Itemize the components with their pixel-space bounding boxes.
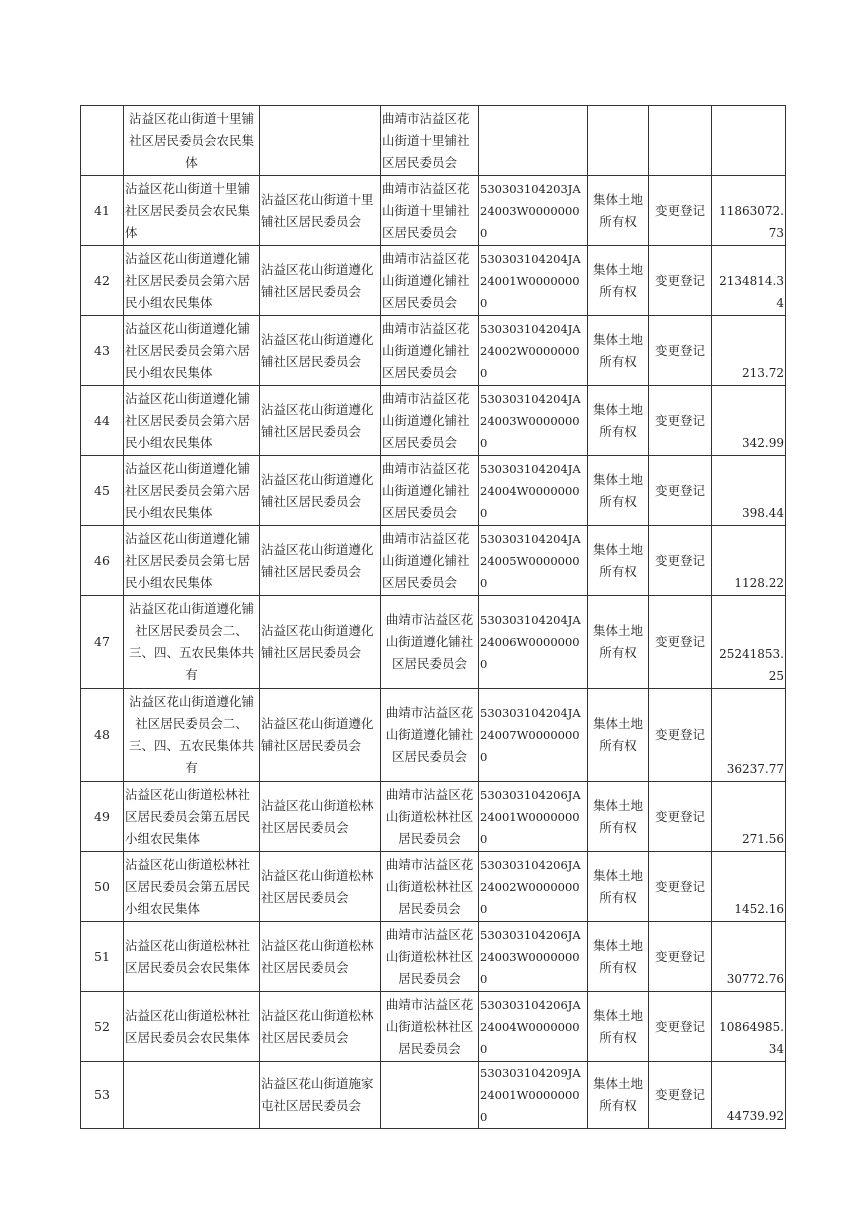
- owner-cell: 沾益区花山街道遵化铺社区居民委员会第六居民小组农民集体: [124, 456, 260, 526]
- registrar-cell: 曲靖市沾益区花山街道遵化铺社区居民委员会: [381, 386, 479, 456]
- area-cell: 30772.76: [712, 922, 786, 992]
- row-number: 44: [81, 386, 124, 456]
- row-number: 45: [81, 456, 124, 526]
- row-number: 41: [81, 176, 124, 246]
- registrar-cell: [381, 1062, 479, 1129]
- parcel-code-cell: 530303104209JA24001W00000000: [479, 1062, 588, 1129]
- parcel-code-cell: 530303104206JA24003W00000000: [479, 922, 588, 992]
- owner-cell: 沾益区花山街道遵化铺社区居民委员会第六居民小组农民集体: [124, 386, 260, 456]
- registration-type-cell: 变更登记: [649, 316, 712, 386]
- row-number: 42: [81, 246, 124, 316]
- owner-cell: 沾益区花山街道遵化铺社区居民委员会第六居民小组农民集体: [124, 246, 260, 316]
- table-row: [81, 246, 786, 316]
- parcel-code-cell: 530303104204JA24007W00000000: [479, 689, 588, 782]
- area-cell: 36237.77: [712, 689, 786, 782]
- right-type-cell: 集体土地所有权: [588, 1062, 649, 1129]
- agency-cell: 沾益区花山街道松林社区居民委员会: [260, 922, 381, 992]
- owner-cell: 沾益区花山街道遵化铺社区居民委员会第六居民小组农民集体: [124, 316, 260, 386]
- owner-cell: 沾益区花山街道松林社区居民委员会第五居民小组农民集体: [124, 852, 260, 922]
- area-cell: 44739.92: [712, 1062, 786, 1129]
- registration-type-cell: [649, 106, 712, 176]
- table-row: [81, 106, 786, 176]
- registration-type-cell: 变更登记: [649, 386, 712, 456]
- registration-type-cell: 变更登记: [649, 246, 712, 316]
- row-number: 46: [81, 526, 124, 596]
- parcel-code-cell: 530303104204JA24006W00000000: [479, 596, 588, 689]
- registrar-cell: 曲靖市沾益区花山街道遵化铺社区居民委员会: [381, 526, 479, 596]
- right-type-cell: 集体土地所有权: [588, 246, 649, 316]
- agency-cell: 沾益区花山街道松林社区居民委员会: [260, 782, 381, 852]
- table-row: [81, 1062, 786, 1129]
- table-row: [81, 176, 786, 246]
- table-row: [81, 922, 786, 992]
- table-row: [81, 526, 786, 596]
- table-row: [81, 596, 786, 689]
- table-row: [81, 386, 786, 456]
- registration-type-cell: 变更登记: [649, 852, 712, 922]
- area-cell: 398.44: [712, 456, 786, 526]
- area-cell: 25241853.25: [712, 596, 786, 689]
- owner-cell: 沾益区花山街道遵化铺社区居民委员会第七居民小组农民集体: [124, 526, 260, 596]
- row-number: 43: [81, 316, 124, 386]
- row-number: 51: [81, 922, 124, 992]
- parcel-code-cell: 530303104204JA24002W00000000: [479, 316, 588, 386]
- right-type-cell: 集体土地所有权: [588, 526, 649, 596]
- row-number: 53: [81, 1062, 124, 1129]
- right-type-cell: 集体土地所有权: [588, 176, 649, 246]
- registrar-cell: 曲靖市沾益区花山街道遵化铺社区居民委员会: [381, 456, 479, 526]
- parcel-code-cell: 530303104206JA24001W00000000: [479, 782, 588, 852]
- registration-type-cell: 变更登记: [649, 922, 712, 992]
- agency-cell: 沾益区花山街道遵化铺社区居民委员会: [260, 456, 381, 526]
- parcel-code-cell: 530303104206JA24004W00000000: [479, 992, 588, 1062]
- table-row: [81, 992, 786, 1062]
- agency-cell: 沾益区花山街道遵化铺社区居民委员会: [260, 526, 381, 596]
- registration-type-cell: 变更登记: [649, 596, 712, 689]
- area-cell: 342.99: [712, 386, 786, 456]
- area-cell: 271.56: [712, 782, 786, 852]
- registrar-cell: 曲靖市沾益区花山街道十里铺社区居民委员会: [381, 106, 479, 176]
- registrar-cell: 曲靖市沾益区花山街道遵化铺社区居民委员会: [381, 689, 479, 782]
- registration-type-cell: 变更登记: [649, 689, 712, 782]
- owner-cell: 沾益区花山街道遵化铺社区居民委员会二、三、四、五农民集体共有: [124, 689, 260, 782]
- right-type-cell: 集体土地所有权: [588, 852, 649, 922]
- table-row: [81, 316, 786, 386]
- registration-type-cell: 变更登记: [649, 782, 712, 852]
- row-number: 47: [81, 596, 124, 689]
- land-registration-table: [80, 105, 786, 1129]
- owner-cell: [124, 1062, 260, 1129]
- row-number: [81, 106, 124, 176]
- right-type-cell: 集体土地所有权: [588, 992, 649, 1062]
- parcel-code-cell: 530303104206JA24002W00000000: [479, 852, 588, 922]
- table-row: [81, 456, 786, 526]
- table-row: [81, 689, 786, 782]
- registration-type-cell: 变更登记: [649, 992, 712, 1062]
- area-cell: 1128.22: [712, 526, 786, 596]
- registrar-cell: 曲靖市沾益区花山街道遵化铺社区居民委员会: [381, 596, 479, 689]
- row-number: 48: [81, 689, 124, 782]
- right-type-cell: 集体土地所有权: [588, 782, 649, 852]
- agency-cell: [260, 106, 381, 176]
- owner-cell: 沾益区花山街道遵化铺社区居民委员会二、三、四、五农民集体共有: [124, 596, 260, 689]
- right-type-cell: [588, 106, 649, 176]
- area-cell: 10864985.34: [712, 992, 786, 1062]
- right-type-cell: 集体土地所有权: [588, 386, 649, 456]
- owner-cell: 沾益区花山街道松林社区居民委员会第五居民小组农民集体: [124, 782, 260, 852]
- registrar-cell: 曲靖市沾益区花山街道松林社区居民委员会: [381, 992, 479, 1062]
- registrar-cell: 曲靖市沾益区花山街道十里铺社区居民委员会: [381, 176, 479, 246]
- parcel-code-cell: 530303104204JA24001W00000000: [479, 246, 588, 316]
- registration-type-cell: 变更登记: [649, 176, 712, 246]
- right-type-cell: 集体土地所有权: [588, 689, 649, 782]
- registration-type-cell: 变更登记: [649, 1062, 712, 1129]
- registrar-cell: 曲靖市沾益区花山街道松林社区居民委员会: [381, 852, 479, 922]
- parcel-code-cell: 530303104204JA24005W00000000: [479, 526, 588, 596]
- agency-cell: 沾益区花山街道施家屯社区居民委员会: [260, 1062, 381, 1129]
- right-type-cell: 集体土地所有权: [588, 316, 649, 386]
- table-row: [81, 852, 786, 922]
- owner-cell: 沾益区花山街道十里铺社区居民委员会农民集体: [124, 176, 260, 246]
- registration-type-cell: 变更登记: [649, 456, 712, 526]
- agency-cell: 沾益区花山街道遵化铺社区居民委员会: [260, 596, 381, 689]
- row-number: 49: [81, 782, 124, 852]
- parcel-code-cell: 530303104204JA24003W00000000: [479, 386, 588, 456]
- parcel-code-cell: 530303104203JA24003W00000000: [479, 176, 588, 246]
- agency-cell: 沾益区花山街道松林社区居民委员会: [260, 992, 381, 1062]
- right-type-cell: 集体土地所有权: [588, 596, 649, 689]
- agency-cell: 沾益区花山街道遵化铺社区居民委员会: [260, 316, 381, 386]
- agency-cell: 沾益区花山街道遵化铺社区居民委员会: [260, 689, 381, 782]
- row-number: 52: [81, 992, 124, 1062]
- area-cell: 213.72: [712, 316, 786, 386]
- row-number: 50: [81, 852, 124, 922]
- right-type-cell: 集体土地所有权: [588, 456, 649, 526]
- area-cell: 11863072.73: [712, 176, 786, 246]
- agency-cell: 沾益区花山街道松林社区居民委员会: [260, 852, 381, 922]
- registrar-cell: 曲靖市沾益区花山街道遵化铺社区居民委员会: [381, 246, 479, 316]
- parcel-code-cell: [479, 106, 588, 176]
- table-row: [81, 782, 786, 852]
- registrar-cell: 曲靖市沾益区花山街道松林社区居民委员会: [381, 782, 479, 852]
- owner-cell: 沾益区花山街道松林社区居民委员会农民集体: [124, 922, 260, 992]
- registrar-cell: 曲靖市沾益区花山街道松林社区居民委员会: [381, 922, 479, 992]
- area-cell: 1452.16: [712, 852, 786, 922]
- table-body: [81, 106, 786, 1129]
- area-cell: 2134814.34: [712, 246, 786, 316]
- registrar-cell: 曲靖市沾益区花山街道遵化铺社区居民委员会: [381, 316, 479, 386]
- right-type-cell: 集体土地所有权: [588, 922, 649, 992]
- agency-cell: 沾益区花山街道遵化铺社区居民委员会: [260, 246, 381, 316]
- agency-cell: 沾益区花山街道十里铺社区居民委员会: [260, 176, 381, 246]
- registration-type-cell: 变更登记: [649, 526, 712, 596]
- area-cell: [712, 106, 786, 176]
- owner-cell: 沾益区花山街道十里铺社区居民委员会农民集体: [124, 106, 260, 176]
- owner-cell: 沾益区花山街道松林社区居民委员会农民集体: [124, 992, 260, 1062]
- agency-cell: 沾益区花山街道遵化铺社区居民委员会: [260, 386, 381, 456]
- parcel-code-cell: 530303104204JA24004W00000000: [479, 456, 588, 526]
